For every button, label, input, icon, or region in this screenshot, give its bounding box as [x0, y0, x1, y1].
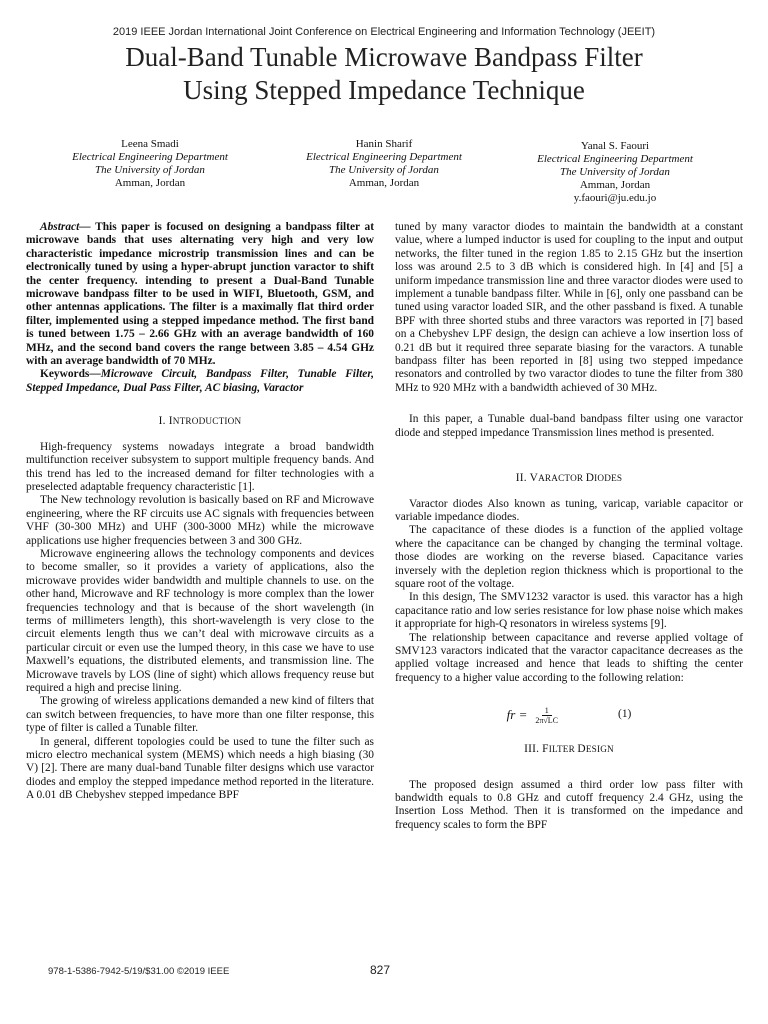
right-column [395, 221, 743, 832]
author-block-2 [274, 138, 494, 190]
equation-denominator: 2π√LC [535, 715, 559, 725]
abstract-text: This paper is focused on designing a bandpass filter at microwave bands that uses alternating very high and very low characteristic impedance microstrip transmission lines and can be electronically tuned by using a hyper-abrupt junction varactor to shift the center frequency. intending to present a Dual-Band Tunable microwave bandpass filter to be used in WIFI, Bluetooth, GSM, and other antennas applications. The filter is a maximally flat third order filter, implemented using a stepped impedance method. The first band is tuned between 1.75 – 2.66 GHz with an average bandwidth of 160 MHz, and the second band covers the range between 3.85 – 4.54 GHz with an average bandwidth of 70 MHz. [26, 221, 374, 368]
section-heading-introduction: I. INTRODUCTION [158, 415, 242, 428]
intro-paragraph-1: High-frequency systems nowadays integrate a broad bandwidth multifunction receiver subsystem to support multiple frequency bands. And this trend has led to the increased demand for filter technologies with a preselected adaptable frequency characteristic [1]. [26, 440, 374, 493]
intro-paragraph-3: Microwave engineering allows the technology components and devices to become smaller, so it provides a variety of applications, also the microwave provides wider bandwidth and multiple channels to use. on the other hand, Microwave and RF technology is more complex than the lower frequencies technology and that is because of the short wavelength (in terms of millimeters length), this short-wavelength is very close to the circuit elements length thus we can’t deal with microwave circuits as a particular circuit or even use the lumped theory, in this case we have to use Maxwell’s equations, the distributed elements, and transmission line. The Microwave travels by LOS (line of sight) which allows frequency reuse but required a high and precise lining. [26, 547, 374, 694]
keywords-label: Keywords— [40, 368, 101, 381]
abstract [26, 221, 374, 368]
author-city: Amman, Jordan [579, 179, 651, 191]
equation-numerator: 1 [542, 706, 552, 716]
left-column [26, 221, 374, 803]
author-name: Yanal S. Faouri [580, 140, 650, 152]
varactor-paragraph-4: The relationship between capacitance and reverse applied voltage of SMV123 varactors indicated that the varactor capacitance decreases as the applied voltage increased and hence that leads to shifting the center frequency to a higher value according to the following relation: [395, 631, 743, 684]
section-heading-filter-design: III. FILTER DESIGN [524, 743, 614, 756]
author-block-1 [40, 138, 260, 190]
author-name: Leena Smadi [121, 138, 179, 150]
conference-header: 2019 IEEE Jordan International Joint Conference on Electrical Engineering and Information Technology (JEEIT) [112, 26, 656, 38]
author-city: Amman, Jordan [114, 177, 186, 189]
intro-paragraph-4: The growing of wireless applications demanded a new kind of filters that can switch between frequencies, to have more than one filter response, this type of filter is called a Tunable filter. [26, 695, 374, 735]
author-city: Amman, Jordan [348, 177, 420, 189]
author-univ: The University of Jordan [560, 166, 670, 178]
author-dept: Electrical Engineering Department [306, 151, 462, 163]
intro-paragraph-5: In general, different topologies could be used to tune the filter such as micro electro mechanical system (MEMS) which needs a high biasing (30 V) [2]. There are many dual-band Tunable filter designs which use varactor diodes and employ the stepped impedance method reported in the literature. A 0.01 dB Chebyshev stepped impedance BPF [26, 735, 374, 802]
filter-design-paragraph-1: The proposed design assumed a third order low pass filter with bandwidth equals to 0.8 GHz and cutoff frequency 2.4 GHz, using the Insertion Loss Method. Then it is transformed on the impedance and frequency scales to form the BPF [395, 778, 743, 831]
equation-1 [395, 695, 743, 735]
equation-number: (1) [618, 708, 632, 721]
title-line-1: Dual-Band Tunable Microwave Bandpass Filter [125, 42, 643, 72]
author-name: Hanin Sharif [355, 138, 413, 150]
right-paragraph-2: In this paper, a Tunable dual-band bandpass filter using one varactor diode and stepped impedance Transmission lines method is presented. [395, 413, 743, 439]
varactor-paragraph-2: The capacitance of these diodes is a function of the applied voltage where the capacitance can be changed by changing the terminal voltage. those diodes are working on the reverse biased. Capacitance varies inversely with the depletion region thickness which is proportional to the square root of the voltage. [395, 524, 743, 590]
title-line-2: Using Stepped Impedance Technique [183, 75, 585, 105]
keywords-text: Microwave Circuit, Bandpass Filter, Tunable Filter, Stepped Impedance, Dual Pass Filter, AC biasing, Varactor [26, 368, 374, 394]
equation-fraction [535, 706, 558, 725]
author-univ: The University of Jordan [95, 164, 205, 176]
author-email[interactable]: y.faouri@ju.edu.jo [573, 192, 657, 204]
author-univ: The University of Jordan [329, 164, 439, 176]
copyright-footer: 978-1-5386-7942-5/19/$31.00 ©2019 IEEE [48, 966, 230, 977]
intro-paragraph-2: The New technology revolution is basically based on RF and Microwave engineering, where the RF circuits use AC signals with frequencies between VHF (30-300 MHz) and UHF (300-3000 MHz) while the microwave applications use higher frequencies between 3 and 300 GHz. [26, 494, 374, 547]
author-dept: Electrical Engineering Department [537, 153, 693, 165]
varactor-paragraph-3: In this design, The SMV1232 varactor is used. this varactor has a high capacitance ratio and low series resistance for low phase noise which makes it appropriate for high-Q resonators in wireless systems [9]. [395, 591, 743, 631]
keywords [26, 368, 374, 395]
equation-lhs: fr = [506, 707, 528, 723]
page-number: 827 [370, 963, 391, 977]
author-dept: Electrical Engineering Department [72, 151, 228, 163]
section-heading-varactor-diodes: II. VARACTOR DIODES [515, 472, 623, 485]
abstract-label: Abstract— [40, 221, 91, 233]
paper-title [0, 41, 768, 107]
right-paragraph-1: tuned by many varactor diodes to maintain the bandwidth at a constant value, where a lumped inductor is used for coupling to the input and output networks, the filter tuned in the region 1.85 to 2.15 GHz but the insertion loss was around 2.5 to 3 dB which is considered high. In [4] and [5] a uniform impedance transmission line and three varactor diodes were used to implement a tunable bandpass filter. While in [6], only one passband can be tuned using varactor loaded SIR, and the other passband is fixed. A tunable BPF with three shorted stubs and three varactors was reported in [7] based on a Chebyshev LPF design, the design can achieve a low insertion loss of 0.21 dB but it required three separate biasing for the varactors. A tunable bandpass filter has been reported in [8] using two stepped impedance resonators and controlled by two varactor diodes to tune the filter from 380 MHz to 920 MHz with a bandwidth achieved of 30 MHz. [395, 221, 743, 394]
varactor-paragraph-1: Varactor diodes Also known as tuning, varicap, variable capacitor or variable impedance diodes. [395, 497, 743, 523]
author-block-3 [505, 140, 725, 205]
